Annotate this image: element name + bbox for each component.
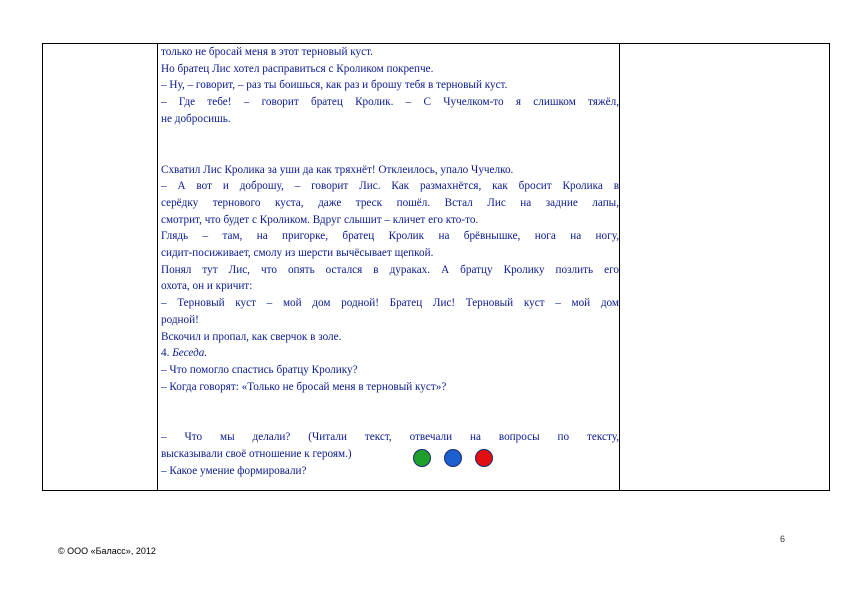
text-line: Но братец Лис хотел расправиться с Кроликом покрепче. [161,62,434,75]
text-line: охота, он и кричит: [161,280,253,293]
spacer [161,395,619,429]
spacer [161,128,619,162]
question-line: – Какое умение формировали? [161,464,307,477]
blue-circle-icon [444,449,462,467]
question-line: – Что помогло спастись братцу Кролику? [161,363,358,376]
text-line: – Что мы делали? (Читали текст, отвечали на вопросы по тексту, [161,431,619,444]
text-line: Глядь – там, на пригорке, братец Кролик на брёвнышке, нога на ногу, [161,230,619,243]
page-number: 6 [780,534,786,544]
lesson-table [42,43,830,491]
self-assessment-circles [413,449,503,473]
text-line: серёдку тернового куста, даже треск пошёл. Встал Лис на задние лапы, [161,196,619,209]
column-divider [157,44,158,490]
green-circle-icon [413,449,431,467]
lesson-text [161,44,619,479]
text-line: – Ну, – говорит, – раз ты боишься, как раз и брошу тебя в терновый куст. [161,79,508,92]
text-line: – Где тебе! – говорит братец Кролик. – С Чучелком-то я слишком тяжёл, [161,96,619,109]
text-line: Вскочил и пропал, как сверчок в золе. [161,330,342,343]
section-heading [161,345,619,362]
copyright-footer: © ООО «Баласс», 2012 [58,546,156,556]
section-number: 4. [161,347,170,360]
text-line: Понял тут Лис, что опять остался в дураках. А братцу Кролику позлить его [161,263,619,276]
text-line: высказывали своё отношение к героям.) [161,448,352,461]
text-line: Схватил Лис Кролика за уши да как тряхнёт! Отклеилось, упало Чучелко. [161,163,514,176]
red-circle-icon [475,449,493,467]
question-line: – Когда говорят: «Только не бросай меня в терновый куст»? [161,380,447,393]
text-line: только не бросай меня в этот терновый куст. [161,46,373,58]
text-line: – Терновый куст – мой дом родной! Братец Лис! Терновый куст – мой дом [161,297,619,310]
column-divider [619,44,620,490]
text-line: родной! [161,313,199,326]
text-line: не добросишь. [161,112,231,125]
section-title: Беседа. [172,347,208,360]
text-line: сидит-посиживает, смолу из шерсти вычёсывает щепкой. [161,247,434,260]
text-line: – А вот и доброшу, – говорит Лис. Как размахнётся, как бросит Кролика в [161,180,619,193]
text-line: смотрит, что будет с Кроликом. Вдруг слышит – кличет его кто-то. [161,213,479,226]
